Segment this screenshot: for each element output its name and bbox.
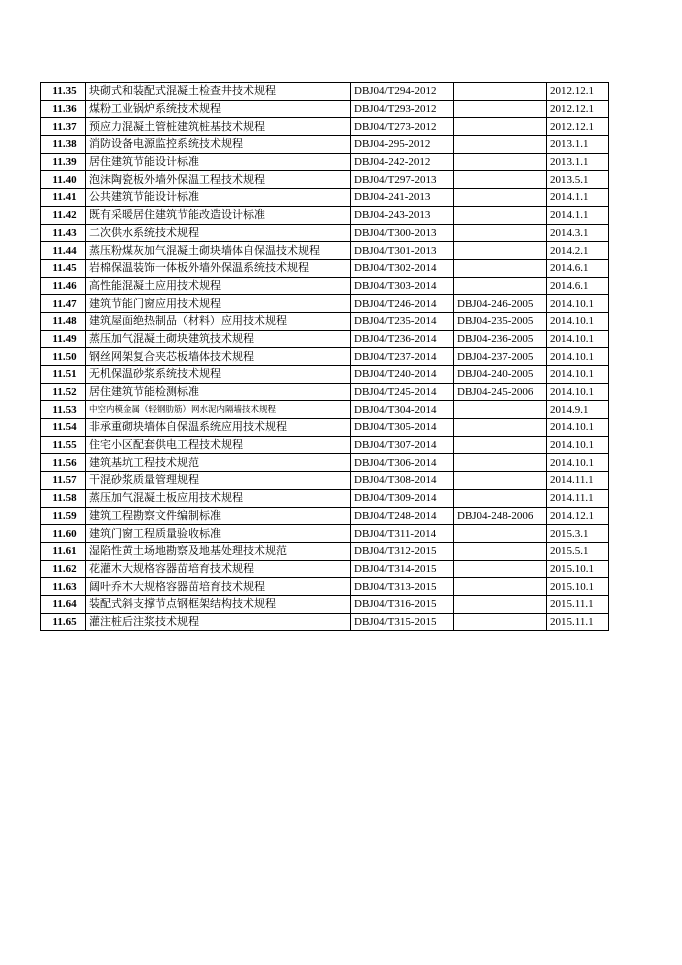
table-row (41, 489, 609, 507)
row-number: 11.52 (41, 383, 86, 401)
replaced-standard (454, 224, 547, 242)
effective-date: 2014.9.1 (547, 401, 609, 419)
effective-date: 2014.10.1 (547, 348, 609, 366)
standard-code: DBJ04/T308-2014 (351, 472, 454, 490)
replaced-standard (454, 472, 547, 490)
effective-date: 2014.10.1 (547, 436, 609, 454)
effective-date: 2013.1.1 (547, 153, 609, 171)
table-row (41, 419, 609, 437)
replaced-standard (454, 489, 547, 507)
row-number: 11.39 (41, 153, 86, 171)
table-row (41, 171, 609, 189)
replaced-standard (454, 419, 547, 437)
effective-date: 2014.10.1 (547, 366, 609, 384)
effective-date: 2014.10.1 (547, 312, 609, 330)
effective-date: 2015.3.1 (547, 525, 609, 543)
table-row (41, 295, 609, 313)
replaced-standard (454, 206, 547, 224)
replaced-standard: DBJ04-248-2006 (454, 507, 547, 525)
row-number: 11.49 (41, 330, 86, 348)
table-row (41, 578, 609, 596)
row-number: 11.57 (41, 472, 86, 490)
row-number: 11.43 (41, 224, 86, 242)
standard-code: DBJ04/T246-2014 (351, 295, 454, 313)
row-number: 11.38 (41, 136, 86, 154)
standard-code: DBJ04/T312-2015 (351, 542, 454, 560)
effective-date: 2014.6.1 (547, 259, 609, 277)
table-row (41, 366, 609, 384)
row-number: 11.60 (41, 525, 86, 543)
standard-title: 公共建筑节能设计标准 (86, 189, 351, 207)
standard-code: DBJ04/T306-2014 (351, 454, 454, 472)
standard-title: 住宅小区配套供电工程技术规程 (86, 436, 351, 454)
standard-code: DBJ04/T309-2014 (351, 489, 454, 507)
row-number: 11.63 (41, 578, 86, 596)
row-number: 11.46 (41, 277, 86, 295)
table-row (41, 259, 609, 277)
replaced-standard: DBJ04-245-2006 (454, 383, 547, 401)
standard-code: DBJ04/T303-2014 (351, 277, 454, 295)
standard-code: DBJ04/T313-2015 (351, 578, 454, 596)
standard-code: DBJ04/T237-2014 (351, 348, 454, 366)
standard-code: DBJ04/T236-2014 (351, 330, 454, 348)
row-number: 11.54 (41, 419, 86, 437)
standard-title: 阔叶乔木大规格容器苗培育技术规程 (86, 578, 351, 596)
row-number: 11.35 (41, 83, 86, 101)
row-number: 11.65 (41, 613, 86, 631)
standard-title: 建筑门窗工程质量验收标准 (86, 525, 351, 543)
standard-title: 建筑基坑工程技术规范 (86, 454, 351, 472)
replaced-standard (454, 189, 547, 207)
standard-code: DBJ04/T294-2012 (351, 83, 454, 101)
replaced-standard (454, 454, 547, 472)
standard-title: 建筑工程勘察文件编制标准 (86, 507, 351, 525)
standard-code: DBJ04/T311-2014 (351, 525, 454, 543)
standard-code: DBJ04/T248-2014 (351, 507, 454, 525)
effective-date: 2012.12.1 (547, 83, 609, 101)
replaced-standard (454, 171, 547, 189)
standard-title: 高性能混凝土应用技术规程 (86, 277, 351, 295)
row-number: 11.61 (41, 542, 86, 560)
row-number: 11.59 (41, 507, 86, 525)
table-row (41, 312, 609, 330)
standard-code: DBJ04/T300-2013 (351, 224, 454, 242)
replaced-standard: DBJ04-246-2005 (454, 295, 547, 313)
effective-date: 2014.3.1 (547, 224, 609, 242)
replaced-standard (454, 100, 547, 118)
effective-date: 2014.10.1 (547, 330, 609, 348)
table-row (41, 401, 609, 419)
replaced-standard (454, 153, 547, 171)
table-row (41, 595, 609, 613)
table-row (41, 206, 609, 224)
table-row (41, 136, 609, 154)
effective-date: 2015.11.1 (547, 595, 609, 613)
table-row (41, 83, 609, 101)
standard-title: 钢丝网架复合夹芯板墙体技术规程 (86, 348, 351, 366)
standard-code: DBJ04/T293-2012 (351, 100, 454, 118)
standard-code: DBJ04/T240-2014 (351, 366, 454, 384)
replaced-standard (454, 259, 547, 277)
standard-title: 蒸压加气混凝土板应用技术规程 (86, 489, 351, 507)
standard-title: 建筑屋面绝热制品（材料）应用技术规程 (86, 312, 351, 330)
standard-code: DBJ04-243-2013 (351, 206, 454, 224)
effective-date: 2012.12.1 (547, 100, 609, 118)
row-number: 11.55 (41, 436, 86, 454)
standard-title: 既有采暖居住建筑节能改造设计标准 (86, 206, 351, 224)
replaced-standard (454, 118, 547, 136)
replaced-standard: DBJ04-237-2005 (454, 348, 547, 366)
table-row (41, 118, 609, 136)
row-number: 11.45 (41, 259, 86, 277)
effective-date: 2014.12.1 (547, 507, 609, 525)
table-row (41, 560, 609, 578)
row-number: 11.47 (41, 295, 86, 313)
table-row (41, 436, 609, 454)
standard-code: DBJ04-241-2013 (351, 189, 454, 207)
standard-title: 蒸压粉煤灰加气混凝土砌块墙体自保温技术规程 (86, 242, 351, 260)
table-row (41, 525, 609, 543)
effective-date: 2014.11.1 (547, 489, 609, 507)
standard-title: 花灌木大规格容器苗培育技术规程 (86, 560, 351, 578)
standard-code: DBJ04/T304-2014 (351, 401, 454, 419)
row-number: 11.64 (41, 595, 86, 613)
replaced-standard (454, 277, 547, 295)
table-row (41, 100, 609, 118)
standard-title: 干混砂浆质量管理规程 (86, 472, 351, 490)
standard-title: 非承重砌块墙体自保温系统应用技术规程 (86, 419, 351, 437)
effective-date: 2014.11.1 (547, 472, 609, 490)
standard-title: 湿陷性黄土场地勘察及地基处理技术规范 (86, 542, 351, 560)
row-number: 11.50 (41, 348, 86, 366)
standard-title: 消防设备电源监控系统技术规程 (86, 136, 351, 154)
replaced-standard: DBJ04-240-2005 (454, 366, 547, 384)
standard-title: 中空内模金属（轻钢肋筋）网水泥内隔墙技术规程 (86, 401, 351, 419)
table-row (41, 224, 609, 242)
table-row (41, 153, 609, 171)
replaced-standard (454, 542, 547, 560)
effective-date: 2014.10.1 (547, 383, 609, 401)
row-number: 11.36 (41, 100, 86, 118)
standard-code: DBJ04/T314-2015 (351, 560, 454, 578)
standard-title: 居住建筑节能检测标准 (86, 383, 351, 401)
standard-code: DBJ04/T297-2013 (351, 171, 454, 189)
standard-code: DBJ04/T301-2013 (351, 242, 454, 260)
effective-date: 2015.10.1 (547, 578, 609, 596)
row-number: 11.40 (41, 171, 86, 189)
standard-code: DBJ04/T235-2014 (351, 312, 454, 330)
table-row (41, 542, 609, 560)
row-number: 11.58 (41, 489, 86, 507)
standard-title: 装配式斜支撑节点钢框架结构技术规程 (86, 595, 351, 613)
standard-code: DBJ04/T302-2014 (351, 259, 454, 277)
effective-date: 2014.6.1 (547, 277, 609, 295)
replaced-standard (454, 401, 547, 419)
replaced-standard (454, 560, 547, 578)
effective-date: 2014.1.1 (547, 206, 609, 224)
effective-date: 2014.1.1 (547, 189, 609, 207)
replaced-standard (454, 578, 547, 596)
replaced-standard (454, 242, 547, 260)
standard-title: 蒸压加气混凝土砌块建筑技术规程 (86, 330, 351, 348)
standard-title: 岩棉保温装饰一体板外墙外保温系统技术规程 (86, 259, 351, 277)
standard-title: 煤粉工业锅炉系统技术规程 (86, 100, 351, 118)
replaced-standard (454, 595, 547, 613)
row-number: 11.51 (41, 366, 86, 384)
table-row (41, 330, 609, 348)
table-row (41, 613, 609, 631)
row-number: 11.41 (41, 189, 86, 207)
effective-date: 2014.2.1 (547, 242, 609, 260)
standard-code: DBJ04/T305-2014 (351, 419, 454, 437)
effective-date: 2015.5.1 (547, 542, 609, 560)
row-number: 11.53 (41, 401, 86, 419)
table-row (41, 507, 609, 525)
standard-title: 二次供水系统技术规程 (86, 224, 351, 242)
standards-table (40, 82, 609, 631)
replaced-standard (454, 613, 547, 631)
replaced-standard (454, 136, 547, 154)
effective-date: 2014.10.1 (547, 295, 609, 313)
table-row (41, 348, 609, 366)
row-number: 11.42 (41, 206, 86, 224)
standard-title: 建筑节能门窗应用技术规程 (86, 295, 351, 313)
replaced-standard (454, 436, 547, 454)
replaced-standard (454, 83, 547, 101)
effective-date: 2015.11.1 (547, 613, 609, 631)
replaced-standard: DBJ04-236-2005 (454, 330, 547, 348)
effective-date: 2015.10.1 (547, 560, 609, 578)
standard-code: DBJ04/T307-2014 (351, 436, 454, 454)
effective-date: 2014.10.1 (547, 454, 609, 472)
row-number: 11.44 (41, 242, 86, 260)
standard-code: DBJ04/T245-2014 (351, 383, 454, 401)
effective-date: 2014.10.1 (547, 419, 609, 437)
table-row (41, 242, 609, 260)
standard-title: 灌注桩后注浆技术规程 (86, 613, 351, 631)
standard-code: DBJ04/T316-2015 (351, 595, 454, 613)
standard-code: DBJ04-242-2012 (351, 153, 454, 171)
row-number: 11.56 (41, 454, 86, 472)
table-row (41, 454, 609, 472)
standards-table-body (41, 83, 609, 631)
standard-title: 预应力混凝土管桩建筑桩基技术规程 (86, 118, 351, 136)
standard-code: DBJ04/T273-2012 (351, 118, 454, 136)
standard-code: DBJ04-295-2012 (351, 136, 454, 154)
standard-code: DBJ04/T315-2015 (351, 613, 454, 631)
effective-date: 2012.12.1 (547, 118, 609, 136)
effective-date: 2013.1.1 (547, 136, 609, 154)
table-row (41, 472, 609, 490)
standard-title: 无机保温砂浆系统技术规程 (86, 366, 351, 384)
row-number: 11.62 (41, 560, 86, 578)
effective-date: 2013.5.1 (547, 171, 609, 189)
standard-title: 居住建筑节能设计标准 (86, 153, 351, 171)
standard-title: 泡沫陶瓷板外墙外保温工程技术规程 (86, 171, 351, 189)
standard-title: 块砌式和装配式混凝土检查井技术规程 (86, 83, 351, 101)
row-number: 11.48 (41, 312, 86, 330)
table-row (41, 189, 609, 207)
table-row (41, 383, 609, 401)
replaced-standard: DBJ04-235-2005 (454, 312, 547, 330)
table-row (41, 277, 609, 295)
row-number: 11.37 (41, 118, 86, 136)
replaced-standard (454, 525, 547, 543)
